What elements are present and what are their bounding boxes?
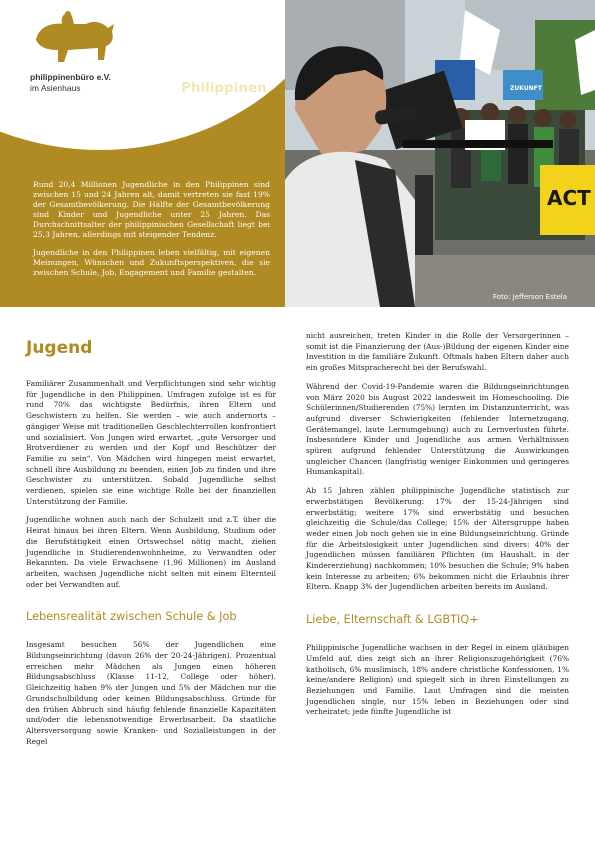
section-heading-love-family: Liebe, Elternschaft & LGBTIQ+ [306,613,479,627]
sign-act: ACT [547,186,591,210]
header [0,0,595,307]
paragraph: Familiärer Zusammenhalt und Verpflichtungen sind sehr wichtig für Jugendliche in den Philippinen. Umfragen zufolge ist es für rund 70% das wichtigste Bedürfnis, ihren Eltern und Geschwistern zu helfen. Sie werden – wie auch andernorts – gängiger Weise mit traditionellen Geschlechterrollen konfrontiert und sozialisiert. Von Jungen wird erwartet, „gute Versorger und Brotverdiener zu werden und der Kopf und Beschützer der Familie zu sein“. Von Mädchen wird hingegen meist erwartet, schnell ihre Ausbildung zu beenden, einen Job zu finden und ihre Geschwister zu unterstützen. Sobald Jugendliche selbst verdienen, spielen sie eine wichtige Rolle bei der finanziellen Unterstützung der Familie. [26,379,276,506]
paragraph: Ab 15 Jahren zählen philippinische Jugendliche statistisch zur erwerbstätigen Bevölkerung: 17% der 15-24-Jährigen sind erwerbstätig; weitere 17% sind erwerbstätig und besuchen gleichzeitig die Schule/das College; 15% der Altersgruppe haben weder einen Job noch gehen sie in eine Bildungseinrichtung. Gründe für die Arbeitslosigkeit unter Jugendlichen sind divers: 40% der Jugendlichen müssen familiären Pflichten (im Haushalt, in der Kindererziehung) nachkommen; 10% besuchen die Schule; 9% haben kein Interesse zu arbeiten; 6% bekommen nicht die Erlaubnis ihrer Eltern. Knapp 3% der Jugendlichen arbeiten bereits im Ausland. [306,486,569,592]
paragraph: nicht ausreichen, treten Kinder in die Rolle der Versorgerinnen – somit ist die Finanzierung der (Aus-)Bildung der eigenen Kinder eine Investition in die familiäre Zukunft. Oftmals haben Eltern daher auch ein großes Mitspracherecht bei der Berufswahl. [306,331,569,373]
factsheet-country: Philippinen [181,80,267,96]
protest-photo-illustration [285,0,595,307]
carabao-logo-icon [28,10,118,68]
paragraph: Während der Covid-19-Pandemie waren die Bildungseinrichtungen von März 2020 bis August 2022 landesweit im Homeschooling. Die Schülerinnen/Studierenden (75%) lernten im Distanzunterricht, was aufgrund diverser Schwierigkeiten (fehlender Internetzugang, Gerätemangel, laute Lernumgebung) auch zu Lernverlusten führte. Insbesondere Kinder und Jugendliche aus armen Verhältnissen spüren aufgrund fehlender Unterstützung die Auswirkungen ungleicher Chancen (langfristig weniger Einkommen und geringeres Humankapital). [306,381,569,477]
header-panel [0,0,285,307]
paragraph: Jugendliche wohnen auch nach der Schulzeit und z.T. über die Heirat hinaus bei ihren Eltern. Wenn Ausbildung, Studium oder die Berufstätigkeit einen Ortswechsel nötig macht, ziehen Jugendliche in Studierendenwohnheime, zu Verwandten oder Bekannten. Da viele Erwachsene (1,96 Millionen) im Ausland arbeiten, wachsen Jugendliche nicht selten mit einem Elternteil oder bei Verwandten auf. [26,515,276,589]
photo-credit: Foto: Jefferson Estela [493,293,567,301]
protest-photo [285,0,595,307]
intro-text [33,180,270,285]
org-subtitle: im Asienhaus [30,83,81,93]
section-heading-school-job: Lebensrealität zwischen Schule & Job [26,610,237,624]
intro-paragraph: Rund 20,4 Millionen Jugendliche in den Philippinen sind zwischen 15 und 24 Jahren alt, damit vertreten sie fast 19% der Gesamtbevölkerung. Die Hälfte der Gesamtbevölkerung sind Kinder und Jugendliche unter 25 Jahren. Das Durchschnittsalter der philippinischen Gesellschaft liegt bei 25,3 Jahren, allerdings mit steigender Tendenz. [33,180,270,240]
article-column-right [306,331,569,726]
paragraph: Insgesamt besuchen 56% der Jugendlichen eine Bildungseinrichtung (davon 26% der 20-24-Jährigen). Prozentual erreichen mehr Mädchen als Jungen einen höheren Bildungsabschluss (Klasse 11-12, College oder höher). Gleichzeitig haben 9% der Jungen und 5% der Mädchen nur die Grundschulbildung oder keinen Bildungsabschluss. Gründe für den frühen Abbruch sind häufig fehlende finanzielle Kapazitäten und/oder die lebensnotwendige Erwerbsarbeit. Da staatliche Altersversorgung sowie Kranken- und Sozialleistungen in der Regel [26,640,276,746]
article-title: Jugend [26,338,93,358]
factsheet-title: Factsheet [181,63,256,79]
paragraph: Philippinische Jugendliche wachsen in der Regel in einem gläubigen Umfeld auf, dies zeigt sich an ihrer Religionszugehörigkeit (76% katholisch, 6% muslimisch, 18% andere christliche Konfessionen, 1% keine/andere Religion) und spiegelt sich in ihren Einstellungen zu Beziehungen und Familie. Laut Umfragen sind die meisten Jugendlichen single, nur 15% leben in Beziehungen oder sind verheiratet; jede fünfte Jugendliche ist [306,643,569,717]
intro-paragraph: Jugendliche in den Philippinen leben vielfältig, mit eigenen Meinungen, Wünschen und Zukunftsperspektiven, die sie zwischen Schule, Job, Engagement und Familie gestalten. [33,247,270,277]
org-name: philippinenbüro e.V. [30,72,111,82]
sign-zukunft: ZUKUNFT [510,85,542,92]
article-column-left [26,337,276,755]
